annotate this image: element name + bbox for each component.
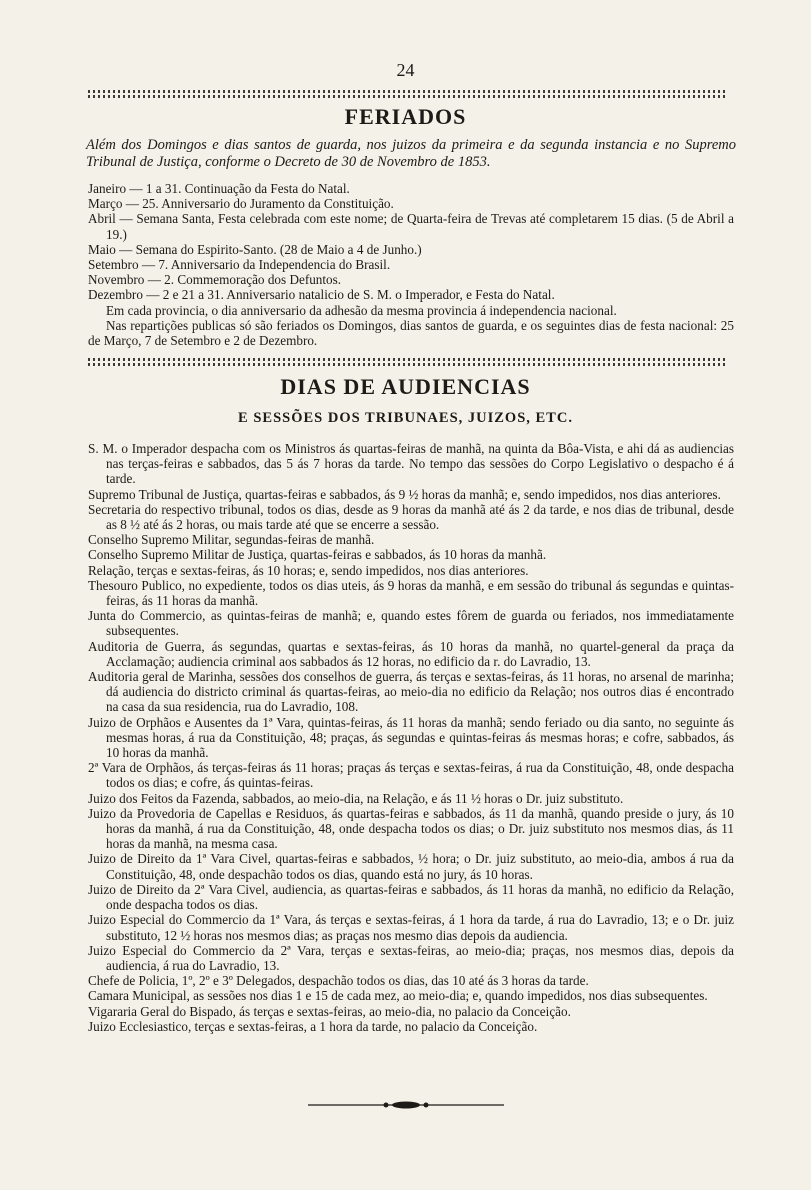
- list-item: Conselho Supremo Militar de Justiça, quartas-feiras e sabbados, ás 10 horas da manhã.: [88, 547, 547, 563]
- feriados-note: Em cada provincia, o dia anniversario da adhesão da mesma provincia á independencia nacional.: [106, 302, 617, 318]
- list-item: Março — 25. Anniversario do Juramento da Constituição.: [88, 196, 394, 212]
- list-item: Juizo de Direito da 1ª Vara Civel, quartas-feiras e sabbados, ½ hora; o Dr. juiz substituto, ao meio-dia, ambos á rua da Constituição, 48, onde despachão todos os dias, quando está no jury, ás 10 horas.: [88, 851, 734, 882]
- ornamental-rule-top: [88, 90, 728, 98]
- list-item: Conselho Supremo Militar, segundas-feiras de manhã.: [88, 532, 375, 548]
- list-item: Juizo de Direito da 2ª Vara Civel, audiencia, as quartas-feiras e sabbados, ás 11 horas da manhã, no edificio da Relação, onde despacha todos os dias.: [88, 881, 734, 913]
- ornamental-rule-middle: [88, 358, 728, 366]
- list-item: Chefe de Policia, 1º, 2º e 3º Delegados, despachão todos os dias, das 10 até ás 3 horas da tarde.: [88, 973, 589, 989]
- list-item: Thesouro Publico, no expediente, todos os dias uteis, ás 9 horas da manhã, e em sessão do tribunal ás segundas e quintas-feiras, ás 11 horas da manhã.: [88, 577, 734, 609]
- feriados-note: Nas repartições publicas só são feriados os Domingos, dias santos de guarda, e os seguintes dias de festa nacional: 25 de Março, 7 de Setembro e 2 de Dezembro.: [88, 317, 734, 349]
- list-item: Dezembro — 2 e 21 a 31. Anniversario natalicio de S. M. o Imperador, e Festa do Natal.: [88, 287, 555, 303]
- list-item: S. M. o Imperador despacha com os Ministros ás quartas-feiras de manhã, na quinta da Bôa-Vista, e ahi dá as audiencias nas terças-feiras e sabbados, das 5 ás 7 horas da tarde. No tempo das sessões do Corpo Legislativo o despacho é á tarde.: [88, 441, 734, 487]
- section-title-audiencias: DIAS DE AUDIENCIAS: [280, 374, 531, 399]
- list-item: Setembro — 7. Anniversario da Independencia do Brasil.: [88, 257, 391, 273]
- list-item: Juizo da Provedoria de Capellas e Residuos, ás quartas-feiras e sabbados, ás 11 da manhã, quando preside o jury, ás 10 horas da manhã, á rua da Constituição, 48, onde despacha todos os dias; o Dr. juiz substituto nos mesmos dias, ás 11 horas da manhã, na mesma casa.: [88, 805, 734, 852]
- list-item: 2ª Vara de Orphãos, ás terças-feiras ás 11 horas; praças ás terças e sextas-feiras, á rua da Constituição, 48, onde despacha todos os dias; e cofre, ás quintas-feiras.: [88, 760, 734, 791]
- section-title-feriados: FERIADOS: [344, 104, 467, 129]
- list-item: Vigararia Geral do Bispado, ás terças e sextas-feiras, ao meio-dia, no palacio da Conceição.: [88, 1003, 571, 1019]
- list-item: Juizo de Orphãos e Ausentes da 1ª Vara, quintas-feiras, ás 11 horas da manhã; sendo feriado ou dia santo, no seguinte ás mesmas horas, á rua da Constituição, 48; praças, ás segundas e quintas-feiras ás mesmas horas; e cofre, sabbados, ás 10 horas da manhã.: [88, 714, 734, 761]
- list-item: Auditoria de Guerra, ás segundas, quartas e sextas-feiras, ás 10 horas da manhã, no quartel-general da praça da Acclamação; audiencia criminal aos sabbados ás 12 horas, no edificio da r. do Lavradio, 13.: [88, 638, 734, 669]
- feriados-list: [88, 181, 734, 348]
- list-item: Secretaria do respectivo tribunal, todos os dias, desde as 9 horas da manhã até ás 2 da tarde, e nos dias de tribunal, desde as 8 ½ até ás 2 horas, ou mais tarde até que se encerre a sessão.: [88, 501, 734, 533]
- list-item: Novembro — 2. Commemoração dos Defuntos.: [88, 272, 342, 288]
- list-item: Janeiro — 1 a 31. Continuação da Festa do Natal.: [88, 181, 350, 196]
- list-item: Juizo Especial do Commercio da 2ª Vara, terças e sextas-feiras, ao meio-dia; praças, nos mesmos dias, depois da audiencia, á rua do Lavradio, 13.: [88, 942, 734, 973]
- list-item: Camara Municipal, as sessões nos dias 1 e 15 de cada mez, ao meio-dia; e, quando impedidos, nos dias subsequentes.: [88, 988, 708, 1004]
- list-item: Junta do Commercio, as quintas-feiras de manhã; e, quando estes fôrem de guarda ou feriados, nos immediatamente subsequentes.: [88, 608, 734, 639]
- page-number: 24: [396, 60, 415, 80]
- list-item: Relação, terças e sextas-feiras, ás 10 horas; e, sendo impedidos, nos dias anteriores.: [88, 562, 529, 578]
- feriados-intro: Além dos Domingos e dias santos de guarda, nos juizos da primeira e da segunda instancia e no Supremo Tribunal de Justiça, conforme o Decreto de 30 de Novembro de 1853.: [86, 137, 736, 170]
- list-item: Auditoria geral de Marinha, sessões dos conselhos de guerra, ás terças e sextas-feiras, ás 11 horas, no arsenal de marinha; dá audiencia do districto criminal ás quartas-feiras, ao meio-dia no edificio da Relação; nos outros dias é encontrado na casa da sua residencia, rua do Lavradio, 108.: [88, 669, 734, 715]
- list-item: Maio — Semana do Espirito-Santo. (28 de Maio a 4 de Junho.): [88, 241, 422, 257]
- audiencias-list: [88, 441, 734, 1034]
- section-subtitle-audiencias: E SESSÕES DOS TRIBUNAES, JUIZOS, ETC.: [238, 410, 573, 426]
- list-item: Juizo Especial do Commercio da 1ª Vara, ás terças e sextas-feiras, á 1 hora da tarde, á rua do Lavradio, 13; e o Dr. juiz substituto, 12 ½ horas nos mesmos dias; as praças nos mesmo dias depois da audiencia.: [88, 912, 734, 943]
- list-item: Supremo Tribunal de Justiça, quartas-feiras e sabbados, ás 9 ½ horas da manhã; e, sendo impedidos, nos dias anteriores.: [88, 486, 721, 502]
- decorative-divider: [308, 1100, 504, 1110]
- list-item: Juizo dos Feitos da Fazenda, sabbados, ao meio-dia, na Relação, e ás 11 ½ horas o Dr. juiz substituto.: [88, 790, 624, 806]
- list-item: Juizo Ecclesiastico, terças e sextas-feiras, a 1 hora da tarde, no palacio da Conceição.: [88, 1018, 538, 1034]
- list-item: Abril — Semana Santa, Festa celebrada com este nome; de Quarta-feira de Trevas até completarem 15 dias. (5 de Abril a 19.): [88, 211, 734, 242]
